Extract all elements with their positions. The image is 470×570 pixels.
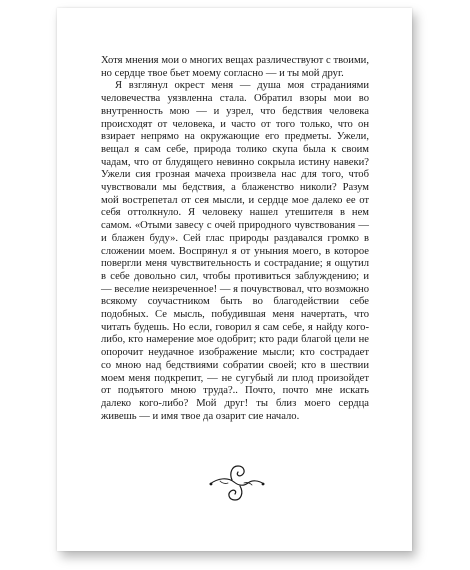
book-page [57,8,412,551]
paragraph-opening: Хотя мнения мои о многих вещах различествуют с твоими, но сердце твое бьет моему согласно — и ты мой друг. [101,55,369,79]
paragraph-main: Я взглянул окрест меня — душа моя страданиями человечества уязвленна стала. Обратил взоры мои во внутренность мою — и узрел, что бедствия человека происходят от человека, и часто от того только, что он взирает непрямо на окружающие его предметы. Ужели, вещал я сам себе, природа толико скупа была к своим чадам, что от блудящего невинно сокрыла истину навеки? Ужели сия грозная мачеха произвела нас для того, чтоб чувствовали мы бедствия, а блаженство николи? Разум мой вострепетал от сея мысли, и сердце мое далеко ее от себя оттолкнуло. Я человеку нашел утешителя в нем самом. «Отыми завесу с очей природного чувствования — и блажен буду». Сей глас природы раздавался громко в сложении моем. Воспрянул я от уныния моего, в которое повергли меня чувствительность и сострадание; я ощутил в себе довольно сил, чтобы противиться заблуждению; и — веселие неизреченное! — я почувствовал, что возможно всякому соучастником быть во благодействии себе подобных. Се мысль, побудившая меня начертать, что читать будешь. Но если, говорил я сам себе, я найду кого-либо, кто намерение мое одобрит; кто ради благой цели не опорочит неудачное изображение мысли; кто сострадает со мною над бедствиями собратии своей; кто в шествии моем меня подкрепит, — не сугубый ли плод произойдет от подъятого мною труда?.. Почто, почто мне искать далеко кого-либо? Мой друг! ты близ моего сердца живешь — и имя твое да озарит сие начало. [101,80,369,422]
decorative-flourish-icon [208,463,266,503]
text-block [101,55,369,423]
